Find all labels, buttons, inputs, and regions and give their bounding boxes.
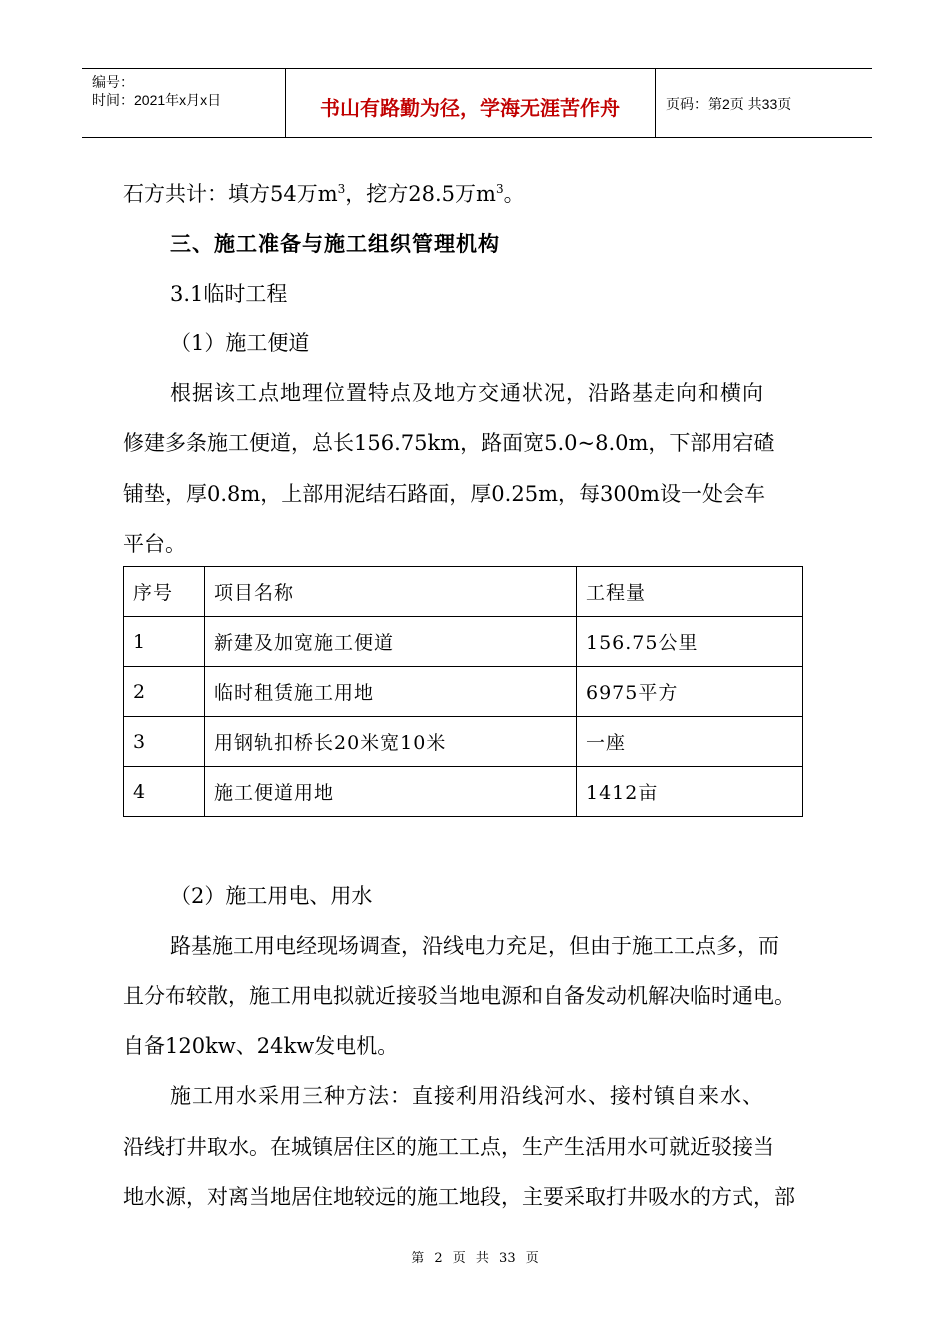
table-header-row: [124, 567, 803, 617]
table-header-cell: 序号: [124, 567, 205, 617]
paragraph-line: 地水源，对离当地居住地较远的施工地段，主要采取打井吸水的方式，部: [123, 1185, 795, 1209]
table-cell: 4: [124, 767, 205, 817]
earthwork-fill-text: 石方共计：填方54万m: [123, 182, 338, 206]
paragraph-line: 平台。: [123, 532, 186, 556]
document-time-label: 时间：2021年x月x日: [92, 92, 222, 108]
paragraph-line: 且分布较散，施工用电拟就近接驳当地电源和自备发动机解决临时通电。: [123, 984, 795, 1008]
table-header-cell: 工程量: [577, 567, 803, 617]
temporary-works-table: [123, 566, 803, 817]
table-row: [124, 667, 803, 717]
table-cell: 新建及加宽施工便道: [205, 617, 577, 667]
table-row: [124, 717, 803, 767]
table-header-cell: 项目名称: [205, 567, 577, 617]
paragraph-line: 铺垫，厚0.8m，上部用泥结石路面，厚0.25m，每300m设一处会车: [123, 482, 765, 506]
item-heading-roads: （1）施工便道: [170, 331, 310, 355]
table-cell: 临时租赁施工用地: [205, 667, 577, 717]
table-row: [124, 767, 803, 817]
header-page-info: 页码：第2页 共33页: [666, 96, 792, 112]
earthwork-summary: [123, 180, 525, 208]
table-cell: 用钢轨扣桥长20米宽10米: [205, 717, 577, 767]
table-cell: 2: [124, 667, 205, 717]
paragraph-line: 沿线打井取水。在城镇居住区的施工工点，生产生活用水可就近驳接当: [123, 1135, 774, 1159]
section-heading: 三、施工准备与施工组织管理机构: [170, 231, 500, 256]
table-cell: 3: [124, 717, 205, 767]
subsection-heading: 3.1临时工程: [170, 282, 288, 306]
page-footer: 第 2 页 共 33 页: [411, 1251, 539, 1266]
unit-superscript: 3: [337, 182, 346, 196]
table-cell: 施工便道用地: [205, 767, 577, 817]
earthwork-end: 。: [503, 182, 525, 206]
earthwork-cut-text: ，挖方28.5万m: [345, 182, 496, 206]
table-row: [124, 617, 803, 667]
paragraph-line: 自备120kw、24kw发电机。: [123, 1034, 399, 1058]
document-number-label: 编号：: [92, 74, 134, 90]
unit-superscript: 3: [495, 182, 504, 196]
table-cell: 156.75公里: [577, 617, 803, 667]
header-meta-cell: [82, 69, 286, 137]
item-heading-power-water: （2）施工用电、用水: [170, 884, 373, 908]
table-cell: 6975平方: [577, 667, 803, 717]
table-cell: 一座: [577, 717, 803, 767]
header-page-cell: [656, 69, 872, 137]
page-header: [82, 68, 872, 138]
header-motto: 书山有路勤为径，学海无涯苦作舟: [320, 98, 620, 120]
table-cell: 1412亩: [577, 767, 803, 817]
paragraph-line: 施工用水采用三种方法：直接利用沿线河水、接村镇自来水、: [170, 1084, 764, 1108]
paragraph-line: 修建多条施工便道，总长156.75km，路面宽5.0~8.0m，下部用宕碴: [123, 431, 775, 455]
paragraph-line: 路基施工用电经现场调查，沿线电力充足，但由于施工工点多，而: [170, 934, 779, 958]
paragraph-line: 根据该工点地理位置特点及地方交通状况，沿路基走向和横向: [170, 381, 764, 405]
table-cell: 1: [124, 617, 205, 667]
header-motto-cell: [285, 69, 656, 137]
